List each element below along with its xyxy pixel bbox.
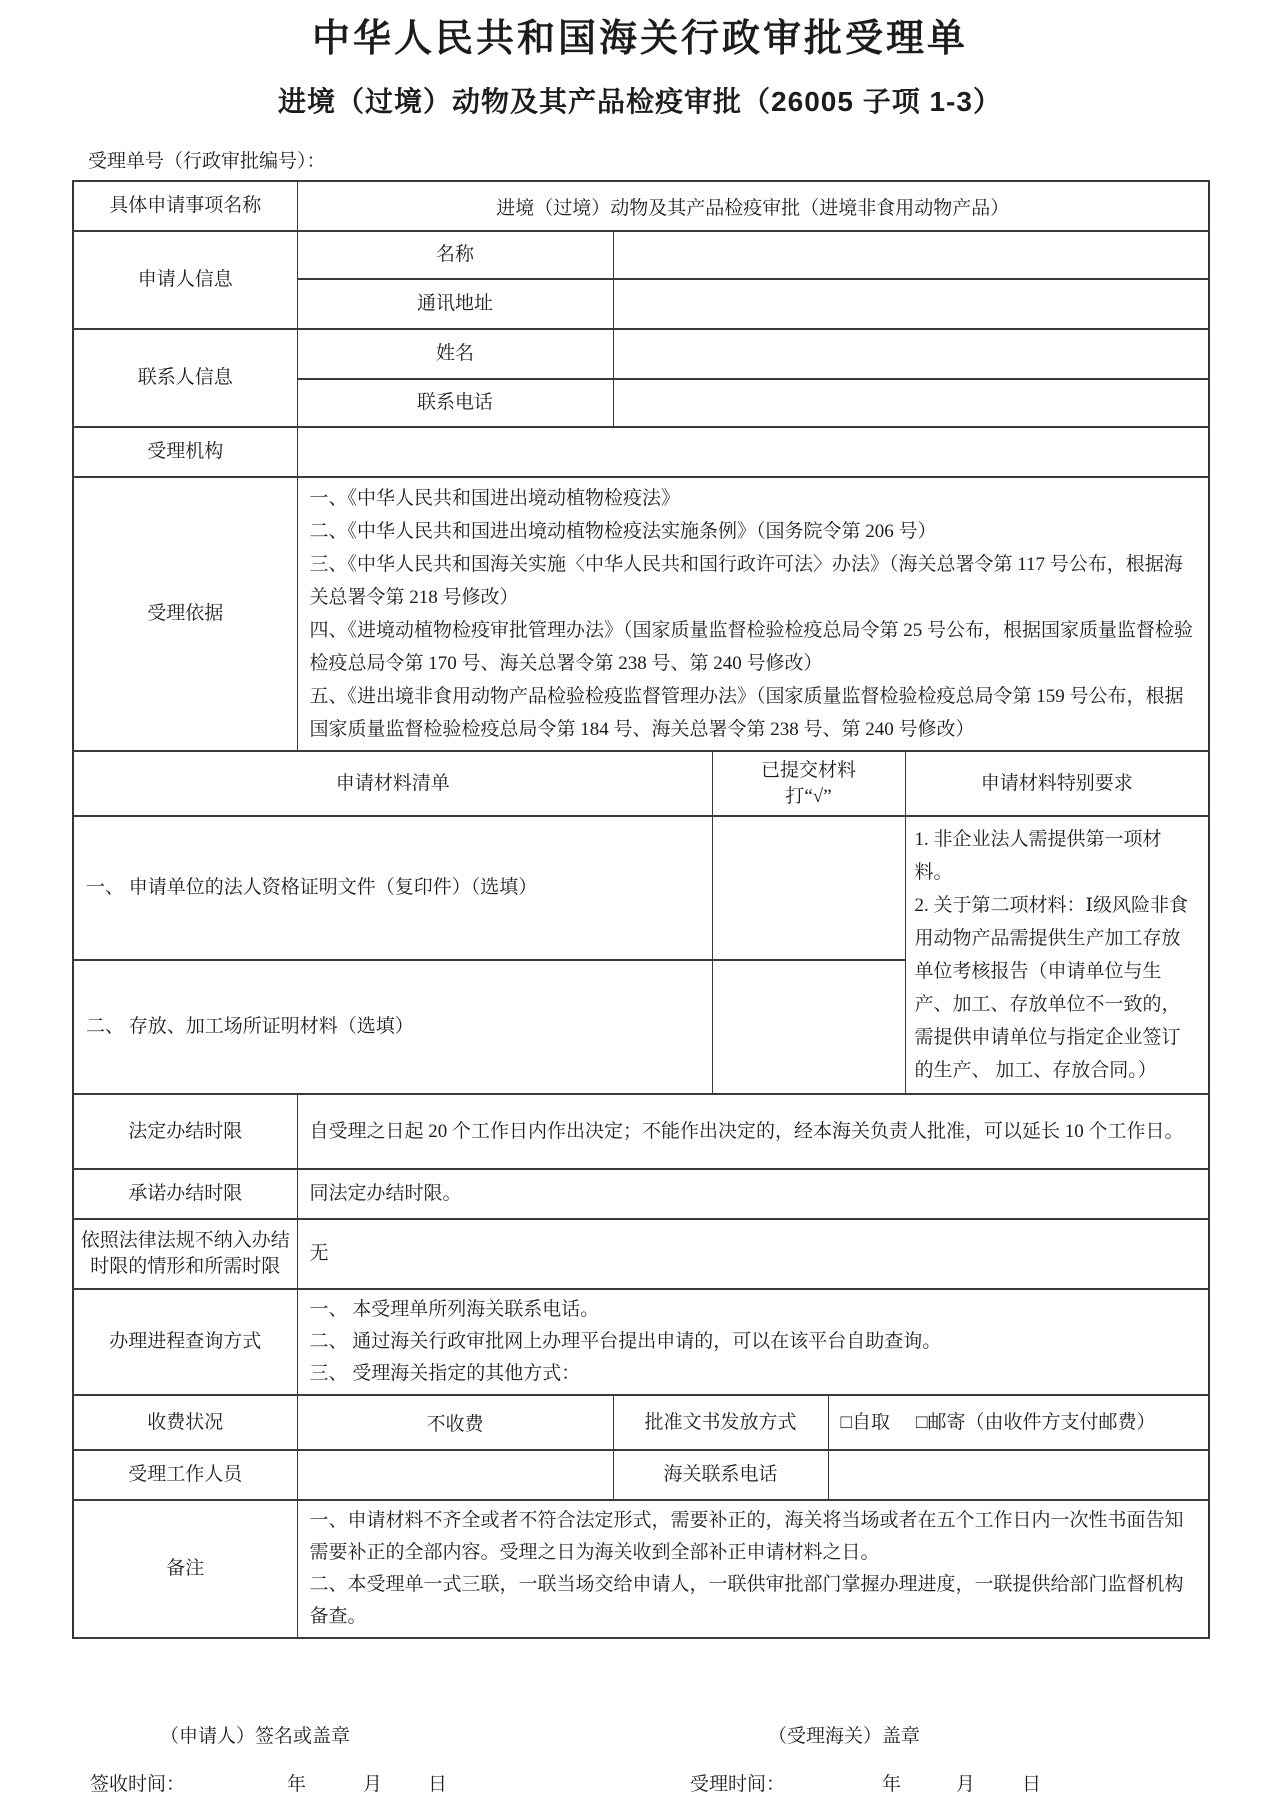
promised-limit-label: 承诺办结时限 bbox=[73, 1169, 297, 1219]
progress-query-line-1: 一、 本受理单所列海关联系电话。 bbox=[309, 1299, 600, 1320]
mail-option-label: 邮寄（由收件方支付邮费） bbox=[927, 1411, 1156, 1433]
basis-line-5: 五、《进出境非食用动物产品检验检疫监督管理办法》（国家质量监督检验检疫总局令第 159 号公布，根据国家质量监督检验检疫总局令第 184 号、海关总署令第 238 号、第 240 号修改） bbox=[309, 686, 1184, 740]
applicant-name-label: 名称 bbox=[297, 231, 613, 279]
mail-option[interactable] bbox=[916, 1412, 1156, 1433]
agency-label: 受理机构 bbox=[73, 427, 297, 477]
row-materials-header bbox=[73, 751, 1209, 816]
sign-time-month-label: 月 bbox=[363, 1774, 383, 1795]
remarks-line-1: 一、申请材料不齐全或者不符合法定形式，需要补正的，海关将当场或者在五个工作日内一次性书面告知需要补正的全部内容。受理之日为海关收到全部补正申请材料之日。 bbox=[309, 1510, 1184, 1563]
item-name-label: 具体申请事项名称 bbox=[73, 181, 297, 231]
basis-line-2: 二、《中华人民共和国进出境动植物检疫法实施条例》（国务院令第 206 号） bbox=[309, 521, 937, 542]
row-staff bbox=[73, 1450, 1209, 1500]
row-contact-name bbox=[73, 329, 1209, 379]
contact-info-label: 联系人信息 bbox=[73, 329, 297, 427]
row-applicant-name bbox=[73, 231, 1209, 279]
progress-query-line-2: 二、 通过海关行政审批网上办理平台提出申请的，可以在该平台自助查询。 bbox=[309, 1331, 942, 1352]
basis-line-1: 一、《中华人民共和国进出境动植物检疫法》 bbox=[309, 488, 681, 509]
accept-time-day-label: 日 bbox=[1022, 1774, 1042, 1795]
row-agency bbox=[73, 427, 1209, 477]
applicant-info-label: 申请人信息 bbox=[73, 231, 297, 329]
row-promised-limit bbox=[73, 1169, 1209, 1219]
row-basis bbox=[73, 477, 1209, 751]
remarks-text bbox=[297, 1500, 1209, 1638]
materials-special-header: 申请材料特别要求 bbox=[905, 751, 1209, 816]
material-item-1: 一、 申请单位的法人资格证明文件（复印件）（选填） bbox=[73, 816, 712, 960]
issue-method-options bbox=[828, 1395, 1209, 1450]
accept-time-label: 受理时间： bbox=[690, 1774, 786, 1795]
excluded-limit-label: 依照法律法规不纳入办结时限的情形和所需时限 bbox=[73, 1219, 297, 1289]
mail-checkbox-icon: □ bbox=[916, 1411, 928, 1433]
progress-query-label: 办理进程查询方式 bbox=[73, 1289, 297, 1395]
row-item-name bbox=[73, 181, 1209, 231]
row-statutory-limit bbox=[73, 1094, 1209, 1169]
statutory-limit-value: 自受理之日起 20 个工作日内作出决定；不能作出决定的，经本海关负责人批准，可以延长 10 个工作日。 bbox=[297, 1094, 1209, 1169]
materials-list-header: 申请材料清单 bbox=[73, 751, 712, 816]
special-requirement-2: 2. 关于第二项材料：Ⅰ级风险非食用动物产品需提供生产加工存放单位考核报告（申请单位与生产、加工、存放单位不一致的，需提供申请单位与指定企业签订的生产、 加工、存放合同。） bbox=[914, 895, 1189, 1081]
customs-phone-label: 海关联系电话 bbox=[613, 1450, 828, 1500]
sign-time-label: 签收时间： bbox=[90, 1774, 186, 1795]
accept-time-year-label: 年 bbox=[882, 1774, 902, 1795]
page-title: 中华人民共和国海关行政审批受理单 bbox=[311, 18, 968, 60]
issue-method-label: 批准文书发放方式 bbox=[613, 1395, 828, 1450]
basis-text bbox=[297, 477, 1209, 751]
excluded-limit-value: 无 bbox=[297, 1219, 1209, 1289]
materials-special-requirements bbox=[905, 816, 1209, 1094]
agency-input[interactable] bbox=[297, 427, 1209, 477]
row-excluded-limit bbox=[73, 1219, 1209, 1289]
basis-line-4: 四、《进境动植物检疫审批管理办法》（国家质量监督检验检疫总局令第 25 号公布，根据国家质量监督检验检疫总局令第 170 号、海关总署令第 238 号、第 240 号修改） bbox=[309, 620, 1194, 674]
time-row bbox=[0, 1769, 1280, 1795]
sign-time-day-label: 日 bbox=[428, 1774, 448, 1795]
materials-submitted-header-line2: 打“√” bbox=[785, 785, 832, 807]
pickup-option-label: 自取 bbox=[851, 1411, 890, 1433]
contact-name-input[interactable] bbox=[613, 329, 1209, 379]
signature-row bbox=[0, 1721, 1280, 1747]
statutory-limit-label: 法定办结时限 bbox=[73, 1094, 297, 1169]
basis-line-3: 三、《中华人民共和国海关实施〈中华人民共和国行政许可法〉办法》（海关总署令第 117 号公布，根据海关总署令第 218 号修改） bbox=[309, 554, 1183, 608]
pickup-option[interactable] bbox=[841, 1412, 891, 1433]
material-item-2: 二、 存放、加工场所证明材料（选填） bbox=[73, 960, 712, 1094]
row-material-1 bbox=[73, 816, 1209, 960]
material-2-submitted-cell[interactable] bbox=[712, 960, 905, 1094]
sign-time-year-label: 年 bbox=[287, 1774, 307, 1795]
special-requirement-1: 1. 非企业法人需提供第一项材料。 bbox=[914, 829, 1162, 883]
customs-phone-input[interactable] bbox=[828, 1450, 1209, 1500]
form-number-label: 受理单号（行政审批编号）： bbox=[88, 151, 326, 172]
row-progress-query bbox=[73, 1289, 1209, 1395]
contact-name-label: 姓名 bbox=[297, 329, 613, 379]
materials-submitted-header bbox=[712, 751, 905, 816]
row-fee bbox=[73, 1395, 1209, 1450]
applicant-address-label: 通讯地址 bbox=[297, 279, 613, 329]
row-remarks bbox=[73, 1500, 1209, 1638]
applicant-signature-label: （申请人）签名或盖章 bbox=[160, 1726, 351, 1747]
remarks-label: 备注 bbox=[73, 1500, 297, 1638]
fee-value: 不收费 bbox=[297, 1395, 613, 1450]
promised-limit-value: 同法定办结时限。 bbox=[297, 1169, 1209, 1219]
progress-query-text bbox=[297, 1289, 1209, 1395]
staff-input[interactable] bbox=[297, 1450, 613, 1500]
approval-form-table bbox=[72, 180, 1210, 1639]
accept-time-month-label: 月 bbox=[956, 1774, 976, 1795]
materials-submitted-header-line1: 已提交材料 bbox=[760, 759, 856, 781]
remarks-line-2: 二、本受理单一式三联，一联当场交给申请人，一联供审批部门掌握办理进度，一联提供给部门监督机构备查。 bbox=[309, 1574, 1184, 1627]
page-subtitle: 进境（过境）动物及其产品检疫审批（26005 子项 1-3） bbox=[278, 86, 1002, 117]
progress-query-line-3: 三、 受理海关指定的其他方式： bbox=[309, 1363, 581, 1384]
contact-phone-input[interactable] bbox=[613, 379, 1209, 427]
fee-label: 收费状况 bbox=[73, 1395, 297, 1450]
pickup-checkbox-icon: □ bbox=[840, 1411, 852, 1433]
item-name-value: 进境（过境）动物及其产品检疫审批（进境非食用动物产品） bbox=[297, 181, 1209, 231]
contact-phone-label: 联系电话 bbox=[297, 379, 613, 427]
customs-seal-label: （受理海关）盖章 bbox=[768, 1726, 921, 1747]
staff-label: 受理工作人员 bbox=[73, 1450, 297, 1500]
material-1-submitted-cell[interactable] bbox=[712, 816, 905, 960]
applicant-address-input[interactable] bbox=[613, 279, 1209, 329]
basis-label: 受理依据 bbox=[73, 477, 297, 751]
applicant-name-input[interactable] bbox=[613, 231, 1209, 279]
